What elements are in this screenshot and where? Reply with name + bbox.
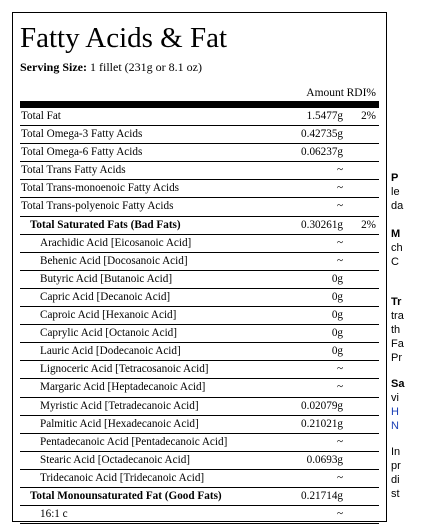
nutrient-amount: ~ bbox=[336, 435, 343, 448]
nutrient-amount: 0g bbox=[331, 345, 343, 358]
nutrient-label: Capric Acid [Decanoic Acid] bbox=[40, 290, 171, 303]
nutrient-amount: ~ bbox=[336, 508, 343, 521]
nutrient-amount: ~ bbox=[336, 363, 343, 376]
nutrient-amount: ~ bbox=[336, 254, 343, 267]
table-row bbox=[20, 217, 379, 235]
nutrient-amount: 0.06237g bbox=[301, 146, 343, 159]
nutrient-label: Total Omega-3 Fatty Acids bbox=[21, 128, 143, 141]
nutrient-amount: 1.5477g bbox=[306, 110, 343, 122]
table-row bbox=[20, 108, 379, 126]
nutrient-label: Caproic Acid [Hexanoic Acid] bbox=[40, 309, 177, 322]
table-row bbox=[20, 398, 379, 416]
table-row bbox=[20, 289, 379, 307]
side-link-fragment[interactable]: H bbox=[391, 406, 399, 418]
nutrient-amount: ~ bbox=[336, 381, 343, 394]
table-row bbox=[20, 488, 379, 506]
side-text-fragment: M bbox=[391, 228, 401, 240]
table-row bbox=[20, 506, 379, 524]
side-text-fragment: Pr bbox=[391, 352, 402, 364]
serving-size bbox=[20, 59, 379, 75]
side-link-fragment[interactable]: N bbox=[391, 420, 399, 432]
nutrient-label: Total Fat bbox=[21, 110, 61, 122]
table-row bbox=[20, 361, 379, 379]
nutrient-amount: 0g bbox=[331, 327, 343, 340]
nutrient-amount: ~ bbox=[336, 236, 343, 249]
amount-column-header: Amount bbox=[306, 87, 344, 99]
fatty-acids-table bbox=[20, 108, 379, 524]
nutrient-label: Pentadecanoic Acid [Pentadecanoic Acid] bbox=[40, 435, 228, 448]
side-text-fragment: Sa bbox=[391, 378, 405, 390]
side-text-fragment: ch bbox=[391, 242, 403, 254]
nutrient-amount: 0.0693g bbox=[306, 453, 343, 466]
nutrient-amount: 0.02079g bbox=[301, 399, 343, 412]
table-row bbox=[20, 343, 379, 361]
table-header bbox=[20, 87, 379, 108]
serving-size-value: 1 fillet (231g or 8.1 oz) bbox=[90, 60, 202, 74]
side-text-fragment: le bbox=[391, 186, 400, 198]
table-row bbox=[20, 452, 379, 470]
table-row bbox=[20, 325, 379, 343]
table-row bbox=[20, 162, 379, 180]
nutrient-rdi: 2% bbox=[361, 110, 376, 122]
nutrient-amount: ~ bbox=[336, 200, 343, 213]
clipped-side-column bbox=[391, 0, 421, 500]
table-row bbox=[20, 379, 379, 397]
nutrient-label: Myristic Acid [Tetradecanoic Acid] bbox=[40, 399, 199, 412]
table-row bbox=[20, 198, 379, 216]
nutrient-amount: 0.30261g bbox=[301, 218, 343, 231]
table-row bbox=[20, 144, 379, 162]
side-text-fragment: Fa bbox=[391, 338, 404, 350]
side-text-fragment: In bbox=[391, 446, 401, 458]
nutrient-amount: 0g bbox=[331, 272, 343, 285]
serving-size-label: Serving Size: bbox=[20, 60, 87, 74]
nutrient-label: Total Trans Fatty Acids bbox=[21, 164, 126, 177]
nutrient-label: Total Omega-6 Fatty Acids bbox=[21, 146, 143, 159]
nutrient-label: Total Saturated Fats (Bad Fats) bbox=[30, 218, 181, 231]
side-text-fragment: st bbox=[391, 488, 400, 500]
nutrient-amount: ~ bbox=[336, 471, 343, 484]
page-title: Fatty Acids & Fat bbox=[20, 22, 228, 54]
nutrient-rdi: 2% bbox=[361, 218, 376, 231]
nutrient-label: Total Trans-polyenoic Fatty Acids bbox=[21, 200, 174, 213]
nutrient-amount: ~ bbox=[336, 164, 343, 177]
rdi-column-header: RDI% bbox=[346, 87, 376, 99]
nutrient-amount: 0.42735g bbox=[301, 128, 343, 141]
table-row bbox=[20, 470, 379, 488]
side-text-fragment: vi bbox=[391, 392, 399, 404]
nutrient-label: Lignoceric Acid [Tetracosanoic Acid] bbox=[40, 363, 209, 376]
nutrient-label: Lauric Acid [Dodecanoic Acid] bbox=[40, 345, 181, 358]
table-row bbox=[20, 180, 379, 198]
nutrient-label: Caprylic Acid [Octanoic Acid] bbox=[40, 327, 178, 340]
nutrient-label: Tridecanoic Acid [Tridecanoic Acid] bbox=[40, 471, 205, 484]
side-text-fragment: tra bbox=[391, 310, 404, 322]
nutrient-amount: 0g bbox=[331, 309, 343, 322]
nutrient-amount: 0g bbox=[331, 290, 343, 303]
table-row bbox=[20, 235, 379, 253]
nutrient-label: Behenic Acid [Docosanoic Acid] bbox=[40, 254, 188, 267]
side-text-fragment: da bbox=[391, 200, 404, 212]
nutrient-amount: ~ bbox=[336, 182, 343, 195]
nutrient-amount: 0.21021g bbox=[301, 417, 343, 430]
nutrient-label: Total Trans-monoenoic Fatty Acids bbox=[21, 182, 180, 195]
nutrient-label: Butyric Acid [Butanoic Acid] bbox=[40, 272, 173, 285]
side-text-fragment: th bbox=[391, 324, 401, 336]
nutrient-label: Total Monounsaturated Fat (Good Fats) bbox=[30, 489, 222, 502]
side-text-fragment: P bbox=[391, 172, 399, 184]
nutrient-label: Stearic Acid [Octadecanoic Acid] bbox=[40, 453, 191, 466]
nutrient-amount: 0.21714g bbox=[301, 489, 343, 502]
side-text-fragment: pr bbox=[391, 460, 401, 472]
table-row bbox=[20, 434, 379, 452]
nutrition-panel bbox=[12, 12, 387, 522]
table-row bbox=[20, 126, 379, 144]
table-row bbox=[20, 253, 379, 271]
table-row bbox=[20, 307, 379, 325]
nutrient-label: Arachidic Acid [Eicosanoic Acid] bbox=[40, 236, 192, 249]
nutrient-label: Margaric Acid [Heptadecanoic Acid] bbox=[40, 381, 206, 394]
side-text-fragment: Tr bbox=[391, 296, 402, 308]
nutrient-label: 16:1 c bbox=[40, 508, 68, 521]
nutrient-label: Palmitic Acid [Hexadecanoic Acid] bbox=[40, 417, 199, 430]
side-text-fragment: di bbox=[391, 474, 400, 486]
side-text-fragment: C bbox=[391, 256, 399, 268]
table-row bbox=[20, 416, 379, 434]
table-row bbox=[20, 271, 379, 289]
